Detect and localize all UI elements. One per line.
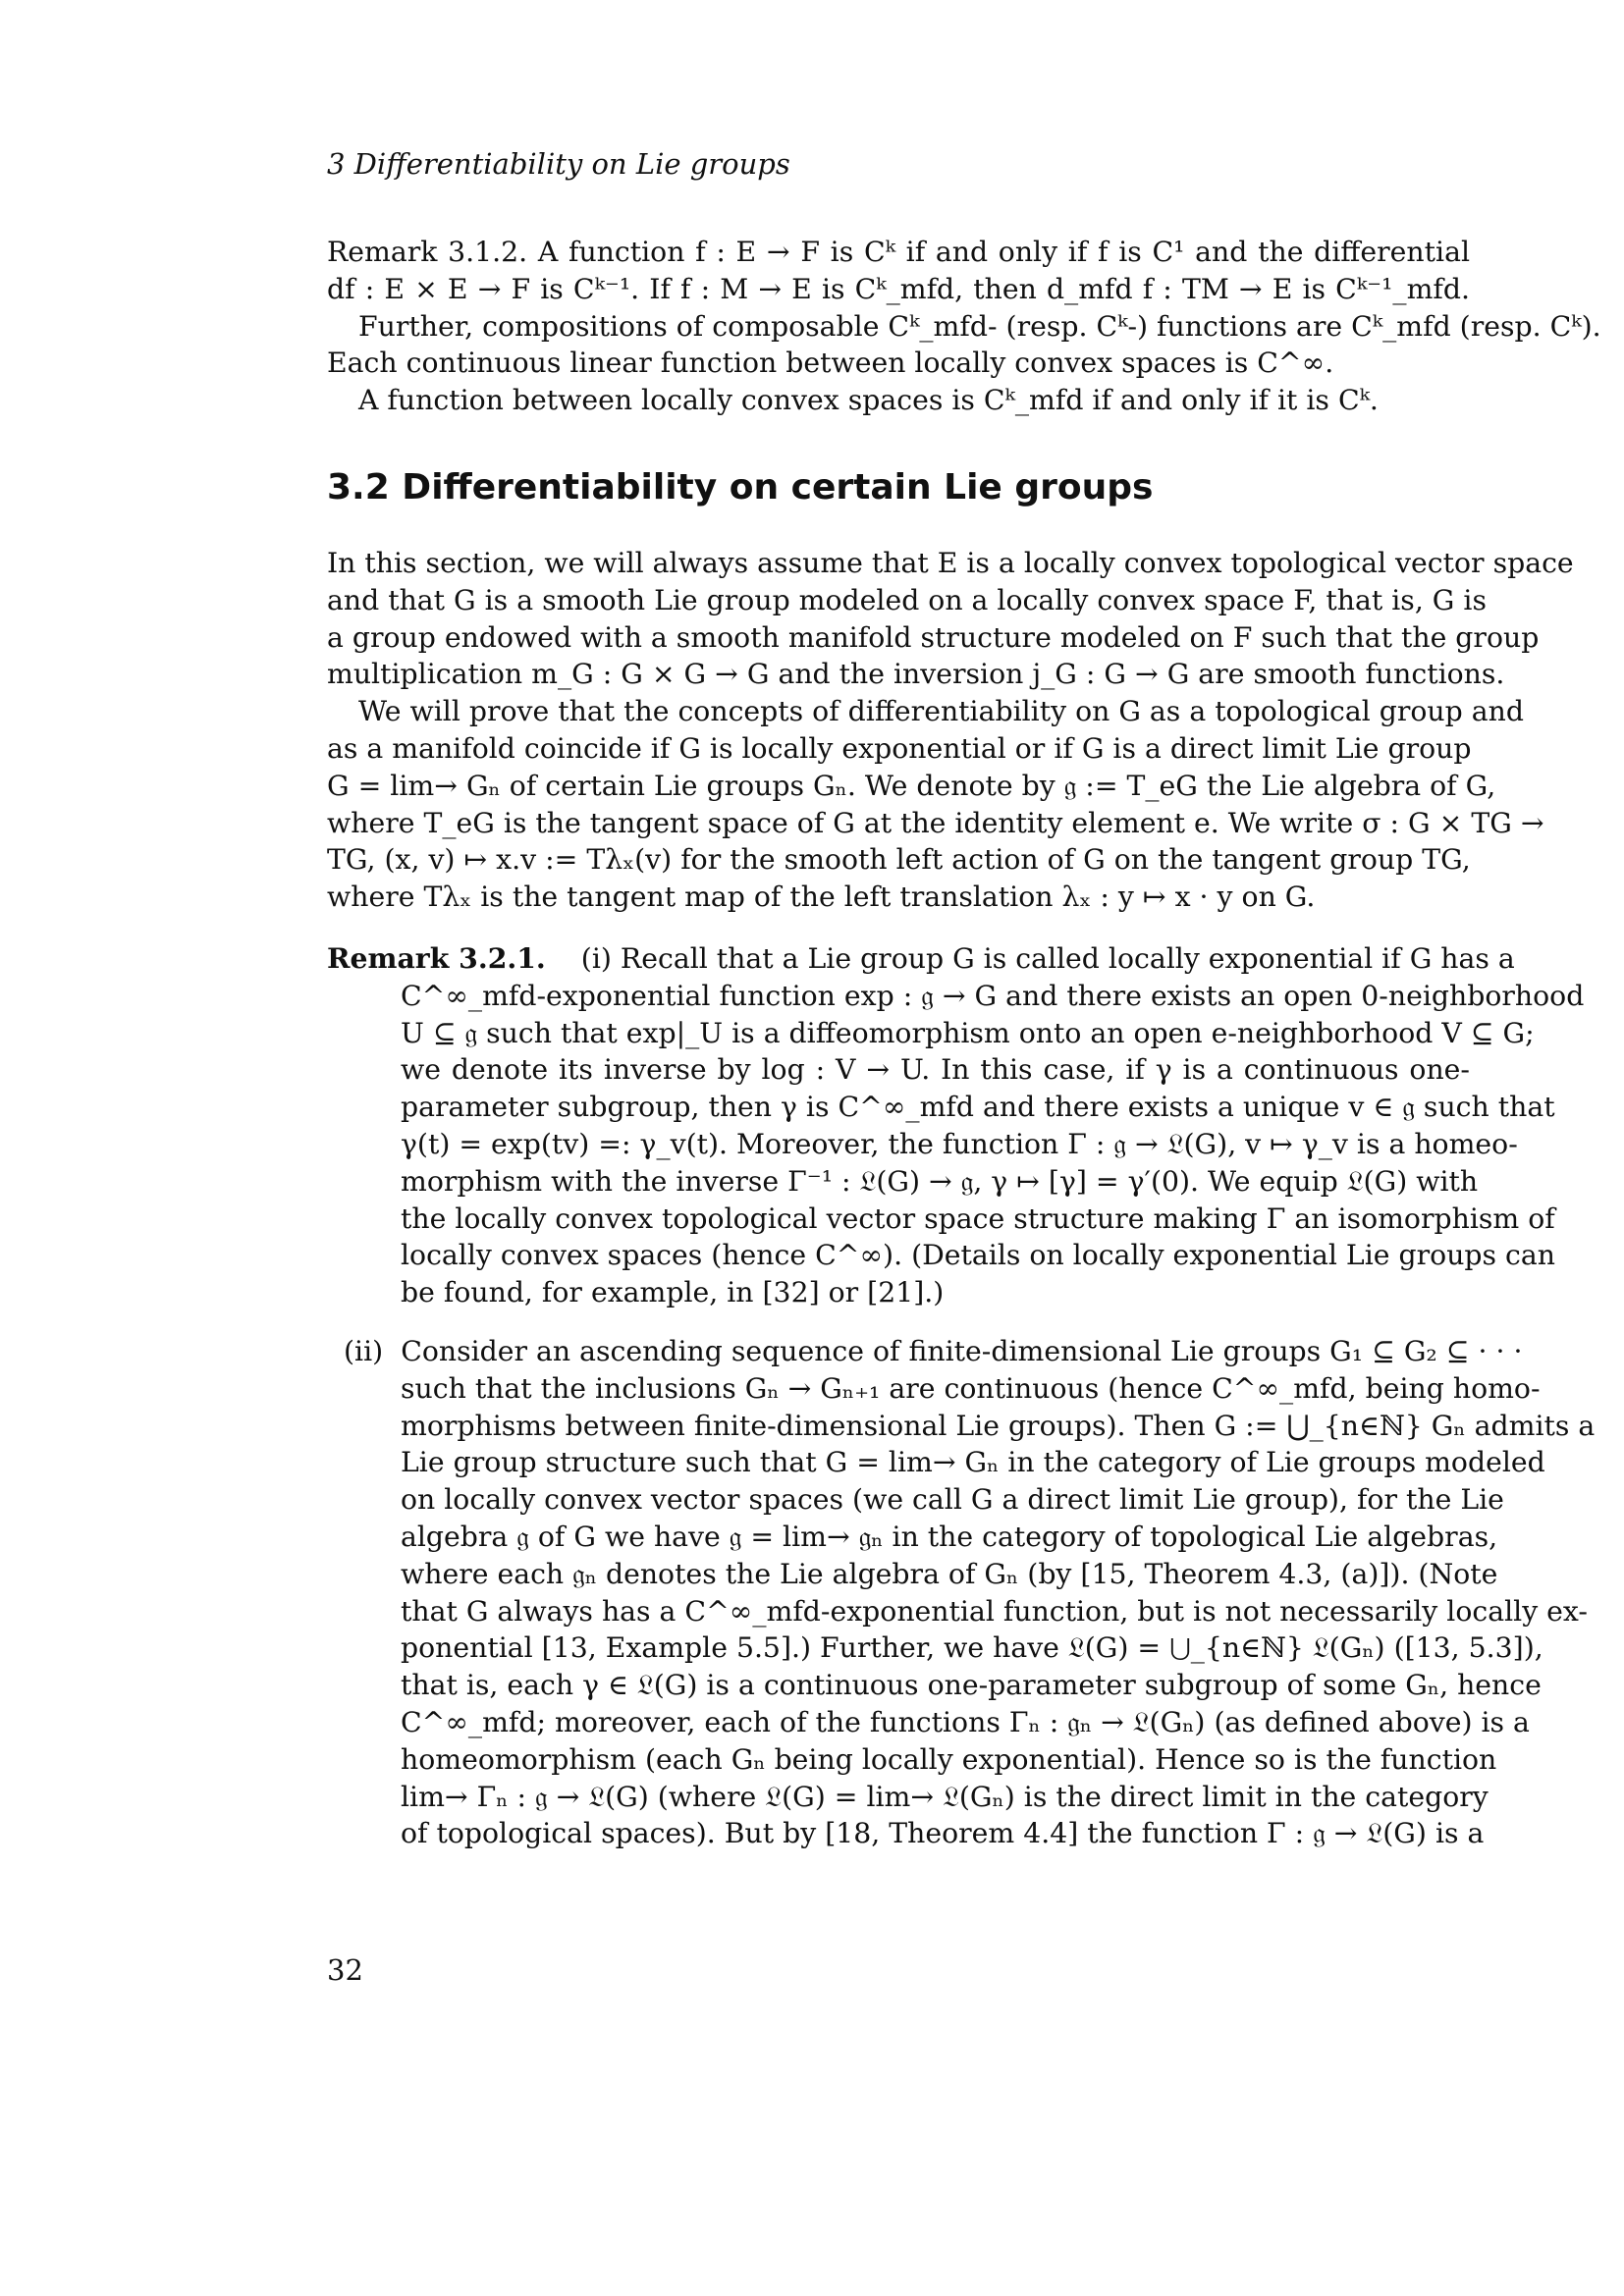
paragraph-line: as a manifold coincide if G is locally exponential or if G is a direct limit Lie group [327,731,1472,765]
paragraph-line: and that G is a smooth Lie group modeled on a locally convex space F, that is, G is [327,583,1487,616]
item-line: be found, for example, in [32] or [21].) [401,1276,945,1309]
item-line: that G always has a C^∞_mfd-exponential function, but is not necessarily locally ex- [401,1594,1588,1628]
item-text: Consider an ascending sequence of finite-dimensional Lie groups G₁ ⊆ G₂ ⊆ · · · [401,1335,1523,1367]
item-line: algebra 𝔤 of G we have 𝔤 = lim→ 𝔤ₙ in the category of topological Lie algebras, [401,1520,1498,1553]
running-head: 3 Differentiability on Lie groups [327,147,790,181]
paragraph-line: We will prove that the concepts of differentiability on G as a topological group and [358,695,1524,728]
item-line: ponential [13, Example 5.5].) Further, we have 𝔏(G) = ⋃_{n∈ℕ} 𝔏(Gₙ) ([13, 5.3]), [401,1631,1543,1665]
item-text: Recall that a Lie group G is called locally exponential if G has a [620,942,1515,975]
item-line: morphisms between finite-dimensional Lie groups). Then G := ⋃_{n∈ℕ} Gₙ admits a [401,1409,1596,1442]
item-line: morphism with the inverse Γ⁻¹ : 𝔏(G) → 𝔤, γ ↦ [γ] = γ′(0). We equip 𝔏(G) with [401,1164,1479,1198]
section-heading: 3.2 Differentiability on certain Lie groups [327,467,1154,507]
item-line: C^∞_mfd-exponential function exp : 𝔤 → G and there exists an open 0-neighborhood [401,979,1585,1012]
remark-line: Remark 3.1.2. A function f : E → F is Cᵏ if and only if f is C¹ and the differential [327,236,1470,268]
remark-first-line [327,940,1515,978]
item-line: parameter subgroup, then γ is C^∞_mfd and there exists a unique v ∈ 𝔤 such that [401,1091,1555,1124]
paragraph-line: a group endowed with a smooth manifold structure modeled on F such that the group [327,620,1540,654]
item-line: U ⊆ 𝔤 such that exp|_U is a diffeomorphism onto an open e-neighborhood V ⊆ G; [401,1016,1535,1049]
paragraph-line: multiplication m_G : G × G → G and the inversion j_G : G → G are smooth functions. [327,658,1505,691]
item-line: locally convex spaces (hence C^∞). (Details on locally exponential Lie groups can [401,1239,1555,1272]
item-line: lim→ Γₙ : 𝔤 → 𝔏(G) (where 𝔏(G) = lim→ 𝔏(Gₙ) is the direct limit in the category [401,1780,1489,1813]
remark-line: df : E × E → F is Cᵏ⁻¹. If f : M → E is Cᵏ_mfd, then d_mfd f : TM → E is Cᵏ⁻¹_mfd. [327,272,1470,305]
item-line: that is, each γ ∈ 𝔏(G) is a continuous one-parameter subgroup of some Gₙ, hence [401,1669,1542,1702]
item-line: C^∞_mfd; moreover, each of the functions Γₙ : 𝔤ₙ → 𝔏(Gₙ) (as defined above) is a [401,1705,1530,1738]
paragraph-line: TG, (x, v) ↦ x.v := Tλₓ(v) for the smooth left action of G on the tangent group TG, [327,843,1471,877]
remark-label: Remark 3.2.1. [327,941,546,975]
remark-line: Each continuous linear function between locally convex spaces is C^∞. [327,347,1334,380]
section-intro [327,545,1574,916]
remark-3-2-1-item-i [327,940,1585,1311]
remark-line: Further, compositions of composable Cᵏ_mfd- (resp. Cᵏ-) functions are Cᵏ_mfd (resp. Cᵏ). [358,309,1601,343]
remark-3-2-1-item-ii [344,1333,1596,1852]
item-line: homeomorphism (each Gₙ being locally exponential). Hence so is the function [401,1742,1497,1776]
item-line: γ(t) = exp(tv) =: γ_v(t). Moreover, the function Γ : 𝔤 → 𝔏(G), v ↦ γ_v is a homeo- [401,1127,1518,1160]
page-number: 32 [327,1953,363,1987]
item-first-line [344,1333,1523,1370]
paragraph-line: G = lim→ Gₙ of certain Lie groups Gₙ. We denote by 𝔤 := T_eG the Lie algebra of G, [327,769,1496,802]
paragraph-line: where Tλₓ is the tangent map of the left translation λₓ : y ↦ x · y on G. [327,881,1316,914]
item-label: (ii) [344,1335,384,1367]
item-line: such that the inclusions Gₙ → Gₙ₊₁ are continuous (hence C^∞_mfd, being homo- [401,1371,1541,1405]
item-line: Lie group structure such that G = lim→ Gₙ in the category of Lie groups modeled [401,1446,1545,1479]
paragraph-line: In this section, we will always assume that E is a locally convex topological vector space [327,547,1574,579]
remark-line: A function between locally convex spaces is Cᵏ_mfd if and only if it is Cᵏ. [358,384,1379,417]
paragraph-line: where T_eG is the tangent space of G at the identity element e. We write σ : G × TG → [327,806,1544,839]
item-line: of topological spaces). But by [18, Theorem 4.4] the function Γ : 𝔤 → 𝔏(G) is a [401,1817,1485,1850]
item-line: on locally convex vector spaces (we call G a direct limit Lie group), for the Lie [401,1483,1504,1517]
remark-3-1-2 [327,234,1601,419]
item-line: where each 𝔤ₙ denotes the Lie algebra of Gₙ (by [15, Theorem 4.3, (a)]). (Note [401,1557,1498,1590]
item-label: (i) [580,942,612,975]
item-line: we denote its inverse by log : V → U. In this case, if γ is a continuous one- [401,1053,1470,1087]
item-line: the locally convex topological vector space structure making Γ an isomorphism of [401,1201,1555,1235]
